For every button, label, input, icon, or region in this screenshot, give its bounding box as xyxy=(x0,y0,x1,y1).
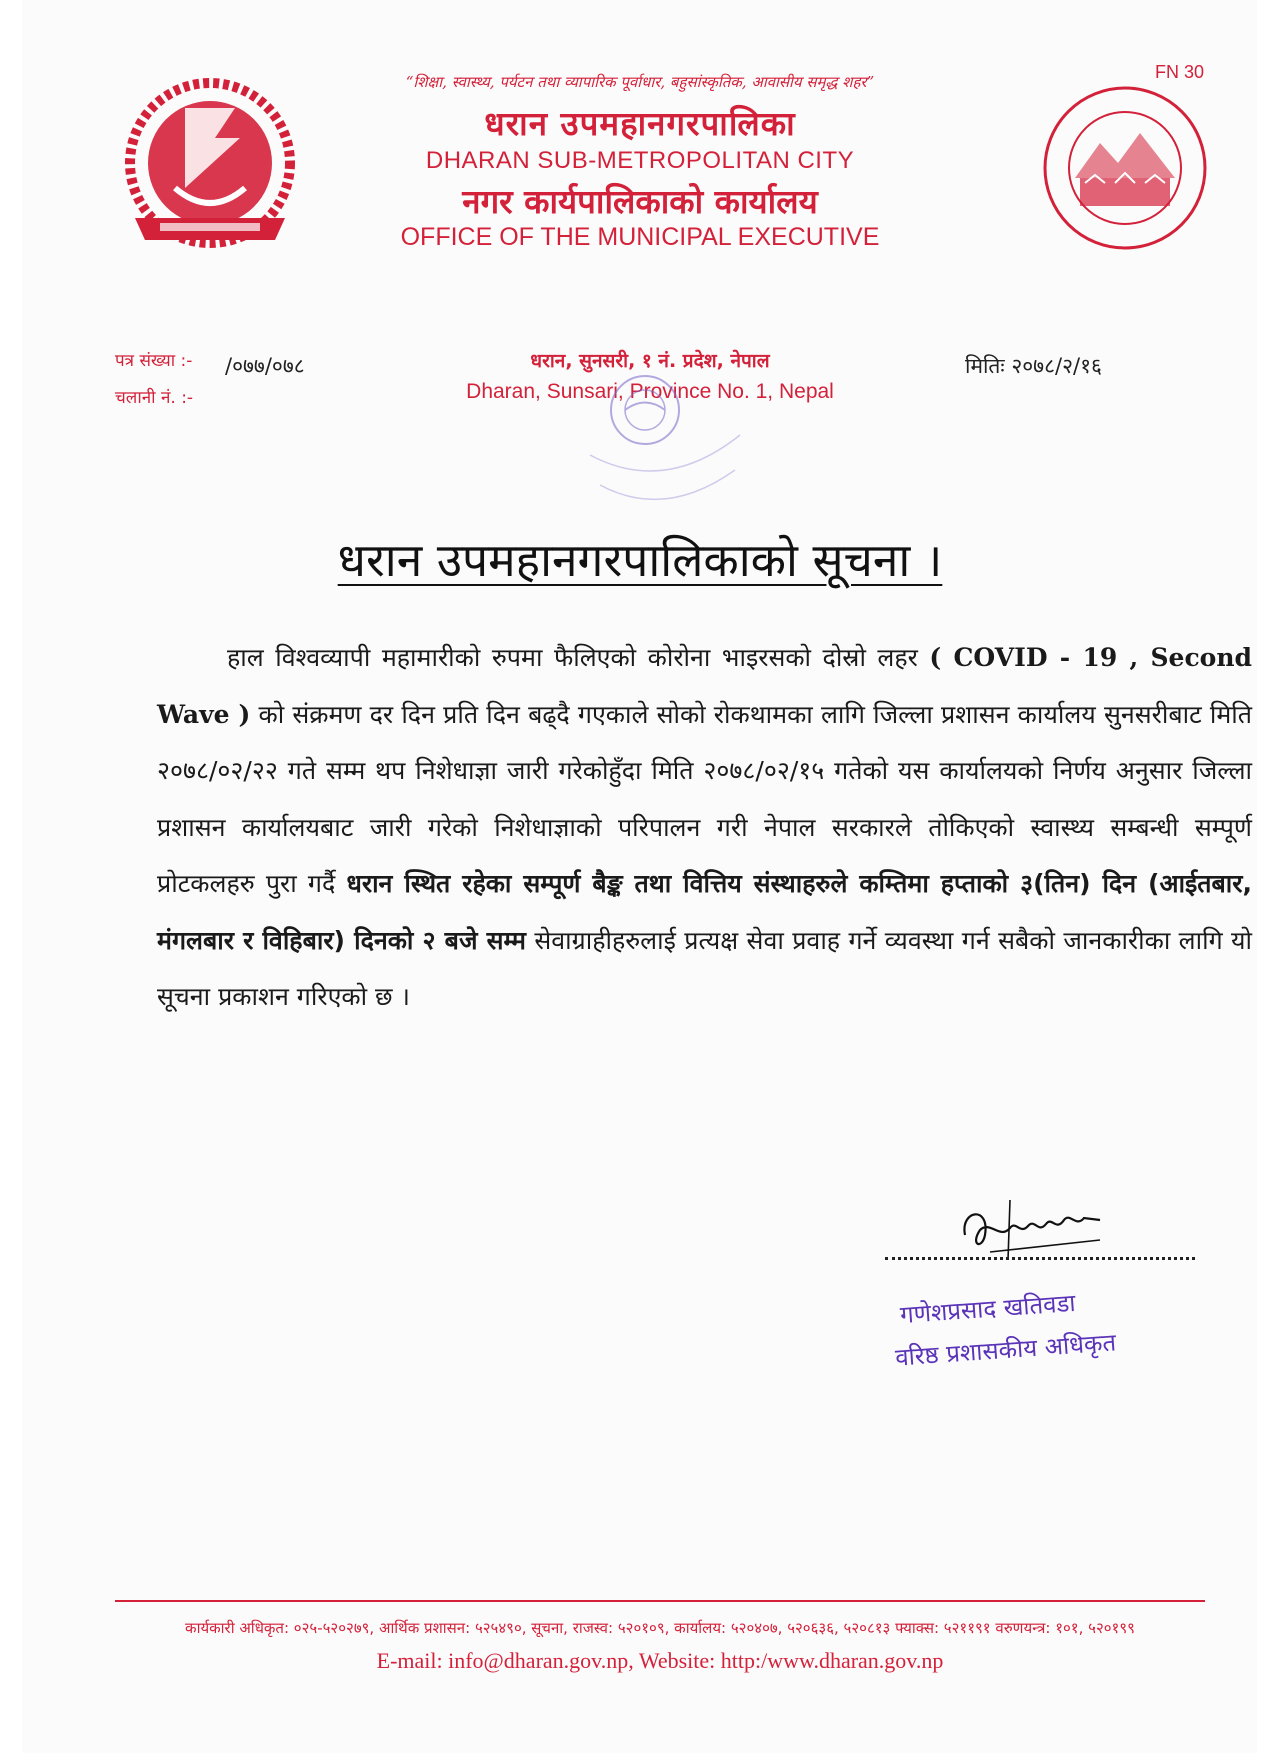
notice-body xyxy=(157,630,1252,1026)
municipal-motto: “शिक्षा, स्वास्थ्य, पर्यटन तथा व्यापारिक पूर्वाधार, बहुसांस्कृतिक, आवासीय समृद्ध शहर” xyxy=(405,73,875,91)
address-nepali: धरान, सुनसरी, १ नं. प्रदेश, नेपाल xyxy=(530,350,770,372)
notice-bank-hours: धरान स्थित रहेका सम्पूर्ण बैङ्क तथा वित्तिय संस्थाहरुले कम्तिमा हप्ताको ३(तिन) दिन (आईतबार, मंगलबार र विहिबार) दिनको २ बजे सम्म xyxy=(157,869,1252,955)
municipality-name-nepali: धरान उपमहानगरपालिका xyxy=(484,104,796,143)
signatory-name: गणेशप्रसाद खतिवडा xyxy=(899,1288,1077,1330)
notice-title: धरान उपमहानगरपालिकाको सूचना । xyxy=(337,533,943,587)
signatory-title: वरिष्ठ प्रशासकीय अधिकृत xyxy=(894,1328,1117,1372)
office-name-nepali: नगर कार्यपालिकाको कार्यालय xyxy=(462,182,818,221)
municipal-seal-logo xyxy=(1040,83,1210,253)
footer-divider xyxy=(115,1600,1205,1602)
letter-number-value: /०७७/०७८ xyxy=(225,354,305,378)
notice-para-intro: हाल विश्वव्यापी महामारीको रुपमा फैलिएको कोरोना भाइरसको दोस्रो लहर xyxy=(227,643,918,672)
signature-line xyxy=(885,1257,1195,1260)
letter-number-label: पत्र संख्या :- xyxy=(115,351,193,371)
address-english: Dharan, Sunsari, Province No. 1, Nepal xyxy=(466,380,834,403)
dispatch-number-label: चलानी नं. :- xyxy=(115,388,194,408)
footer-email-website: E-mail: info@dharan.gov.np, Website: http:/www.dharan.gov.np xyxy=(376,1648,944,1673)
notice-para-closing: सेवाग्राहीहरुलाई प्रत्यक्ष सेवा प्रवाह गर्ने व्यवस्था गर्न सबैको जानकारीका लागि यो सूचना प्रकाशन गरिएको छ । xyxy=(157,925,1252,1011)
municipality-name-english: DHARAN SUB-METROPOLITAN CITY xyxy=(425,147,855,174)
footer-contacts: कार्यकारी अधिकृत: ०२५-५२०२७९, आर्थिक प्रशासन: ५२५४९०, सूचना, राजस्व: ५२०१०९, कार्यालय: ५२०४०७, ५२०६३६, ५२०८१३ फ्याक्स: ५२११९१ वरुणयन्त्र: १०१, ५२०१९९ xyxy=(185,1619,1135,1637)
form-code: FN 30 xyxy=(1155,62,1205,82)
office-stamp xyxy=(570,365,760,545)
office-name-english: OFFICE OF THE MUNICIPAL EXECUTIVE xyxy=(400,223,880,251)
nepal-emblem-logo xyxy=(115,68,305,258)
notice-heading xyxy=(140,528,1140,590)
letter-date: मितिः २०७८/२/१६ xyxy=(965,354,1102,378)
notice-covid-label: ( COVID - 19 , Second Wave ) xyxy=(157,643,1253,729)
notice-para-main: को संक्रमण दर दिन प्रति दिन बढ्दै गएकाले सोको रोकथामका लागि जिल्ला प्रशासन कार्यालय सुनसरीबाट मिति २०७८/०२/२२ गते सम्म थप निशेधाज्ञा जारी गरेकोहुँदा मिति २०७८/०२/१५ गतेको यस कार्यालयको निर्णय अनुसार जिल्ला प्रशासन कार्यालयबाट जारी गरेको निशेधाज्ञाको परिपालन गरी नेपाल सरकारले तोकिएको स्वास्थ्य सम्बन्धी सम्पूर्ण प्रोटकलहरु पुरा गर्दै xyxy=(157,699,1253,898)
